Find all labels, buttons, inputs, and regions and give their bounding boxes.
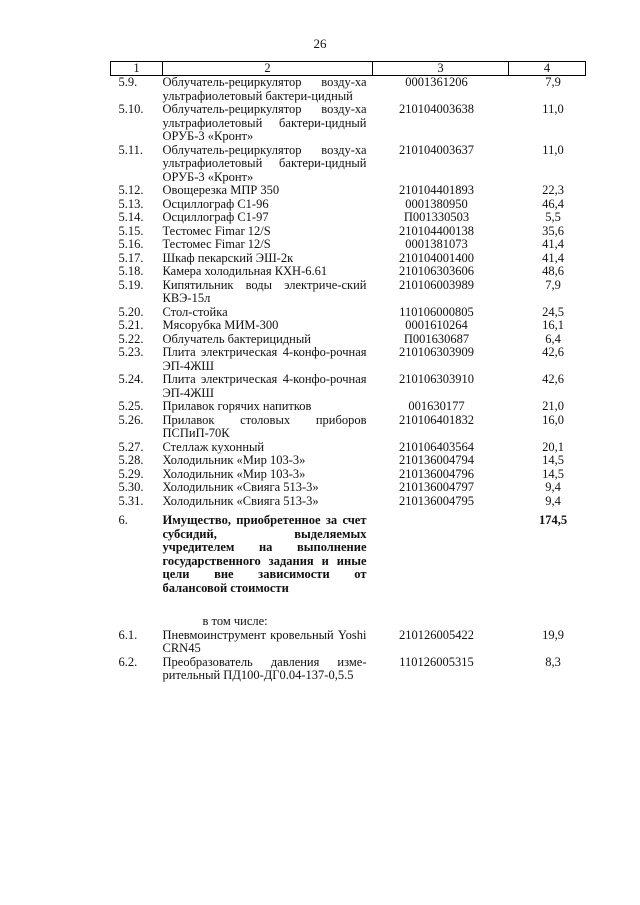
page-number: 26 — [313, 36, 327, 51]
row-value: 14,5 — [542, 453, 564, 467]
header-col-2: 2 — [163, 62, 373, 76]
row-value: 5,5 — [545, 210, 561, 224]
row-inventory-number: 0001381073 — [405, 237, 468, 251]
table-row — [111, 211, 586, 225]
row-inventory-number: 210104001400 — [399, 250, 474, 265]
table-row — [111, 481, 586, 495]
row-name: Преобразователь давления изме-рительный ПД100-ДГ0.04-137-0,5.5 — [162, 654, 367, 682]
row-value: 14,5 — [542, 466, 564, 481]
row-inventory-number: П001330503 — [403, 210, 470, 224]
header-col-1: 1 — [111, 62, 163, 76]
row-name: Осциллограф С1-97 — [162, 210, 269, 224]
row-name: Прилавок столовых приборов ПСПиП-70К — [162, 412, 367, 440]
row-name: Стол-стойка — [162, 304, 228, 319]
row-inventory-number — [373, 514, 509, 595]
row-number: 5.27. — [118, 439, 144, 454]
row-value: 24,5 — [542, 304, 564, 319]
table-row — [111, 184, 586, 198]
row-name: Тестомес Fimar 12/S — [162, 223, 271, 238]
row-inventory-number: 210106003989 — [399, 277, 474, 292]
row-inventory-number: 210106401832 — [399, 412, 474, 427]
row-name: Пневмоинструмент кровельный Yoshi CRN45 — [162, 627, 367, 655]
row-number: 5.29. — [118, 466, 144, 481]
row-number: 5.11. — [118, 142, 144, 157]
row-inventory-number: 210136004796 — [399, 466, 474, 481]
row-value: 174,5 — [538, 513, 568, 527]
table-row — [111, 144, 586, 185]
table-row — [111, 238, 586, 252]
row-name: Облучатель-рециркулятор возду-ха ультрафиолетовый бактери-цидный ОРУБ-3 «Кронт» — [162, 142, 367, 184]
row-number: 5.19. — [118, 277, 144, 292]
row-name: Холодильник «Свияга 513-3» — [162, 493, 319, 508]
row-value: 11,0 — [542, 142, 564, 157]
row-number: 5.31. — [118, 493, 144, 508]
row-number: 5.13. — [118, 196, 144, 211]
table-row — [111, 441, 586, 455]
row-value: 16,1 — [542, 318, 564, 332]
row-inventory-number: 110126005315 — [399, 654, 474, 669]
row-name: Холодильник «Мир 103-3» — [162, 466, 306, 481]
row-inventory-number: 210136004794 — [399, 453, 474, 467]
table-row — [111, 252, 586, 266]
table-row — [111, 103, 586, 144]
row-name: Облучатель-рециркулятор возду-ха ультрафиолетовый бактери-цидный — [162, 75, 367, 103]
row-inventory-number: П001630687 — [403, 331, 470, 346]
row-name: Осциллограф С1-96 — [162, 196, 269, 211]
row-name: Облучатель бактерицидный — [162, 331, 311, 346]
row-inventory-number: 210104401893 — [399, 183, 474, 197]
row-inventory-number: 210136004795 — [399, 493, 474, 508]
row-number: 5.20. — [118, 304, 144, 319]
row-inventory-number: 0001610264 — [405, 318, 468, 332]
including-row — [111, 595, 586, 629]
row-value: 22,3 — [542, 183, 564, 197]
row-number: 5.15. — [118, 223, 144, 238]
row-value: 21,0 — [542, 399, 564, 413]
table-row — [111, 319, 586, 333]
row-name: Стеллаж кухонный — [162, 439, 265, 454]
section-row — [111, 514, 586, 595]
table-row — [111, 76, 586, 104]
row-value: 42,6 — [542, 372, 564, 386]
row-value: 19,9 — [542, 627, 564, 642]
row-value: 7,9 — [545, 277, 561, 292]
row-number: 5.12. — [118, 183, 144, 197]
row-inventory-number: 001630177 — [408, 399, 465, 413]
row-number: 5.23. — [118, 345, 144, 359]
row-value: 6,4 — [545, 331, 561, 346]
table-row — [111, 306, 586, 320]
row-number: 6.2. — [118, 654, 138, 669]
row-name: Шкаф пекарский ЭШ-2к — [162, 250, 294, 265]
row-number: 5.25. — [118, 399, 144, 413]
table-row — [111, 468, 586, 482]
table-row — [111, 400, 586, 414]
row-number: 5.28. — [118, 453, 144, 467]
row-name: Мясорубка МИМ-300 — [162, 318, 279, 332]
table-row — [111, 333, 586, 347]
row-inventory-number: 0001361206 — [405, 75, 468, 89]
equipment-table — [110, 61, 586, 683]
table-row — [111, 279, 586, 306]
row-number: 5.21. — [118, 318, 144, 332]
row-value: 41,4 — [542, 250, 564, 265]
row-number: 5.24. — [118, 372, 144, 386]
row-name: Холодильник «Мир 103-3» — [162, 453, 306, 467]
row-number: 5.16. — [118, 237, 144, 251]
row-value: 41,4 — [542, 237, 564, 251]
row-number: 5.14. — [118, 210, 144, 224]
table-row — [111, 495, 586, 509]
row-value: 11,0 — [542, 102, 564, 116]
row-inventory-number: 210106303909 — [399, 345, 474, 359]
row-number: 5.17. — [118, 250, 144, 265]
header-col-3: 3 — [373, 62, 509, 76]
row-inventory-number: 210106303910 — [399, 372, 474, 386]
row-number: 5.10. — [118, 102, 144, 116]
table-row — [111, 225, 586, 239]
row-value: 35,6 — [542, 223, 564, 238]
table-row — [111, 629, 586, 656]
row-inventory-number: 210136004797 — [399, 480, 474, 494]
row-value: 20,1 — [542, 439, 564, 454]
table-row — [111, 454, 586, 468]
row-value: 48,6 — [542, 264, 564, 278]
row-inventory-number: 210126005422 — [399, 627, 474, 642]
row-number: 5.30. — [118, 480, 144, 494]
row-inventory-number: 110106000805 — [399, 304, 474, 319]
row-name: Имущество, приобретенное за счет субсидий, выделяемых учредителем на выполнение государственного задания и иные цели вне зависимости от балансовой стоимости — [162, 513, 367, 595]
header-col-4: 4 — [509, 62, 586, 76]
row-name: Овощерезка МПР 350 — [162, 183, 280, 197]
row-name: Плита электрическая 4-конфо-рочная ЭП-4ЖШ — [162, 372, 367, 400]
row-value: 42,6 — [542, 345, 564, 359]
row-inventory-number: 210106303606 — [399, 264, 474, 278]
row-value: 9,4 — [545, 493, 561, 508]
row-name: Камера холодильная КХН-6.61 — [162, 264, 328, 278]
table-row — [111, 198, 586, 212]
row-value: 9,4 — [545, 480, 561, 494]
row-value: 8,3 — [545, 654, 561, 669]
row-number: 6. — [118, 513, 128, 527]
table-row — [111, 265, 586, 279]
row-name: Прилавок горячих напитков — [162, 399, 312, 413]
row-name: Плита электрическая 4-конфо-рочная ЭП-4ЖШ — [162, 345, 367, 373]
row-value: 46,4 — [542, 196, 564, 211]
table-row — [111, 656, 586, 683]
row-inventory-number: 210104003638 — [399, 102, 474, 116]
row-number: 5.9. — [118, 75, 138, 89]
row-name: Кипятильник воды электриче-ский КВЭ-15л — [162, 277, 367, 305]
row-name: Облучатель-рециркулятор возду-ха ультрафиолетовый бактери-цидный ОРУБ-3 «Кронт» — [162, 102, 367, 143]
row-number: 5.26. — [118, 412, 144, 427]
table-row — [111, 373, 586, 400]
including-label: в том числе: — [202, 614, 268, 628]
header-row — [111, 62, 586, 76]
row-inventory-number: 0001380950 — [405, 196, 468, 211]
row-inventory-number: 210104400138 — [399, 223, 474, 238]
row-number: 5.22. — [118, 331, 144, 346]
row-value: 16,0 — [542, 412, 564, 427]
row-number: 6.1. — [118, 627, 138, 642]
row-number: 5.18. — [118, 264, 144, 278]
row-inventory-number: 210106403564 — [399, 439, 474, 454]
row-name: Тестомес Fimar 12/S — [162, 237, 271, 251]
table-row — [111, 414, 586, 441]
row-name: Холодильник «Свияга 513-3» — [162, 480, 319, 494]
table-row — [111, 346, 586, 373]
row-value: 7,9 — [545, 75, 561, 89]
row-inventory-number: 210104003637 — [399, 142, 474, 157]
